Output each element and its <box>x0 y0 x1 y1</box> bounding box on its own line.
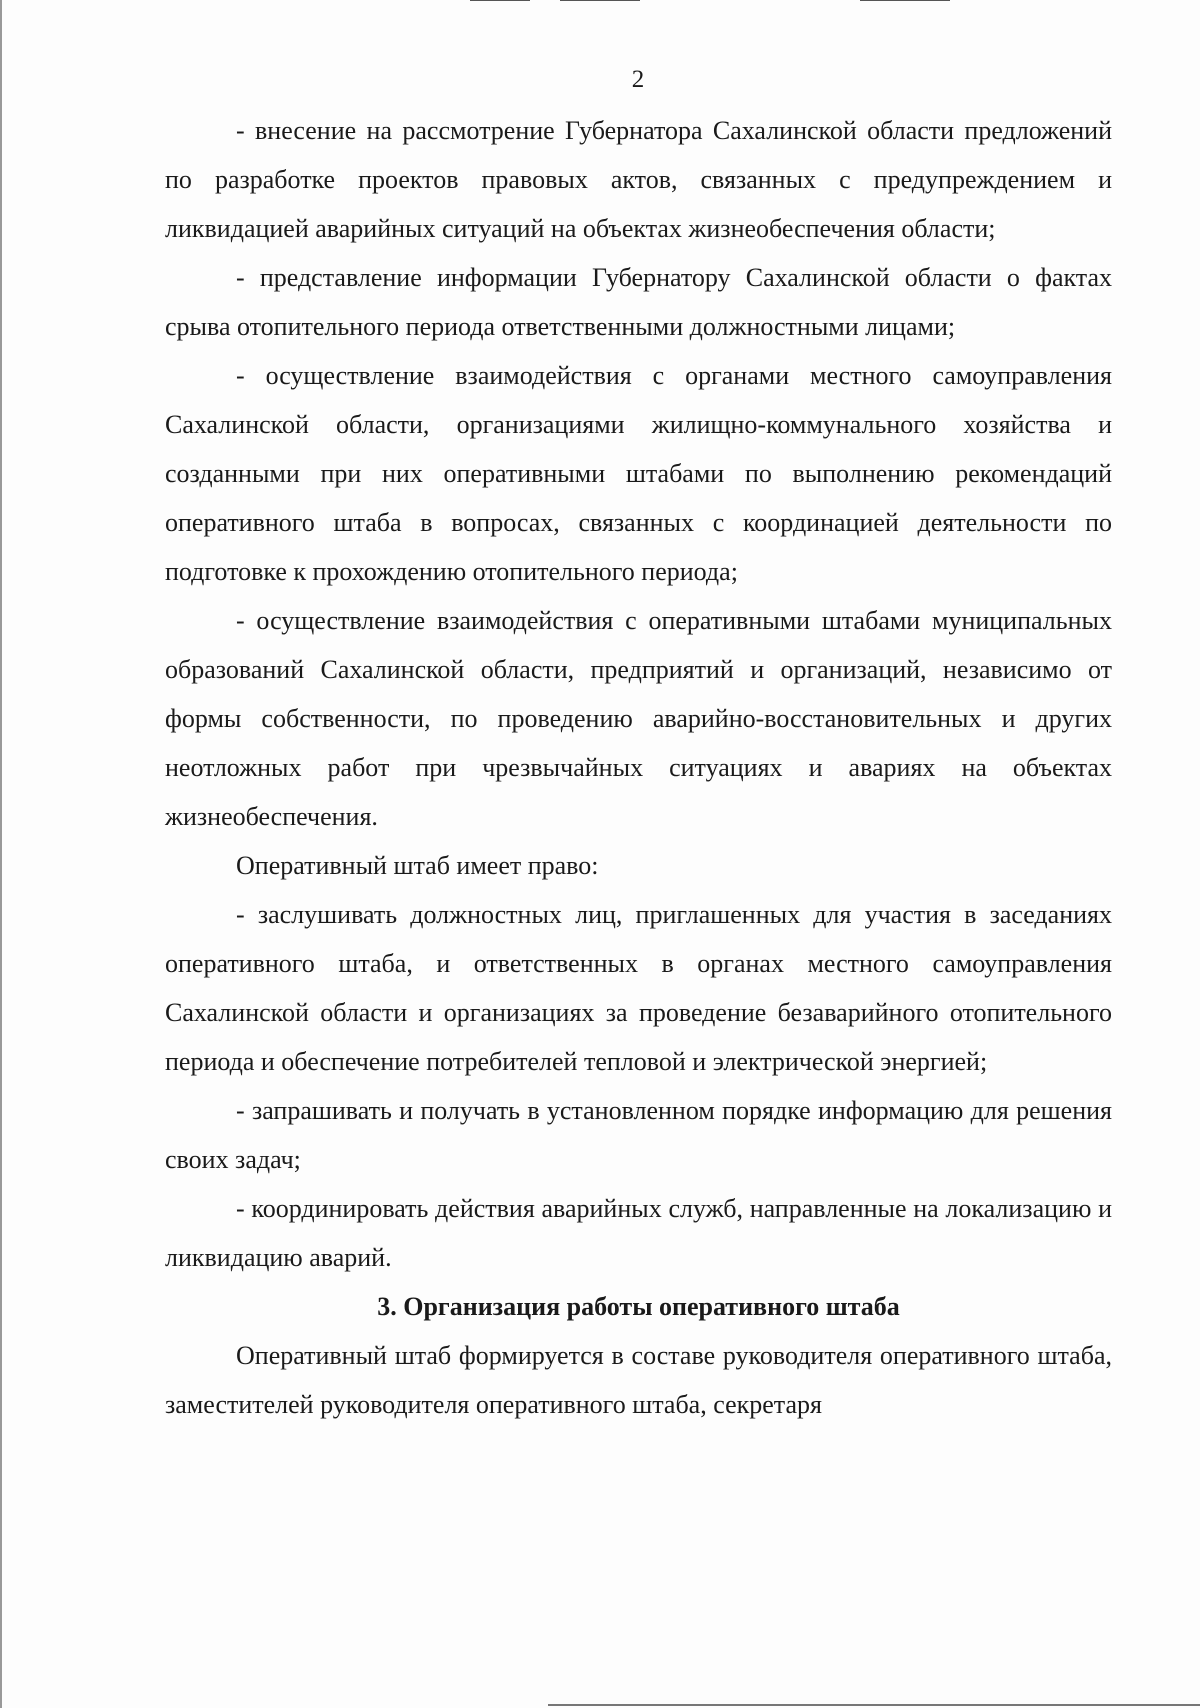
paragraph: - запрашивать и получать в установленном порядке информацию для решения своих задач; <box>165 1096 1112 1174</box>
paragraph: Оперативный штаб имеет право: <box>236 851 599 880</box>
document-body <box>165 106 1112 1429</box>
paragraph: - внесение на рассмотрение Губернатора Сахалинской области предложений по разработке проектов правовых актов, связанных с предупреждением и ликвидацией аварийных ситуаций на объектах жизнеобеспечения области; <box>165 116 1112 243</box>
paragraph: - осуществление взаимодействия с органами местного самоуправления Сахалинской области, организациями жилищно-коммунального хозяйства и созданными при них оперативными штабами по выполнению рекомендаций оперативного штаба в вопросах, связанных с координацией деятельности по подготовке к прохождению отопительного периода; <box>165 361 1112 586</box>
paragraph: - представление информации Губернатору Сахалинской области о фактах срыва отопительного периода ответственными должностными лицами; <box>165 263 1112 341</box>
paragraph: Оперативный штаб формируется в составе руководителя оперативного штаба, заместителей руководителя оперативного штаба, секретаря <box>165 1341 1112 1419</box>
scan-top-mark <box>470 0 530 1</box>
paragraph: - осуществление взаимодействия с оперативными штабами муниципальных образований Сахалинской области, предприятий и организаций, независимо от формы собственности, по проведению аварийно-восстановительных и других неотложных работ при чрезвычайных ситуациях и авариях на объектах жизнеобеспечения. <box>165 606 1112 831</box>
page-number: 2 <box>631 66 645 93</box>
paragraph: - координировать действия аварийных служб, направленные на локализацию и ликвидацию аварий. <box>165 1194 1112 1272</box>
scan-top-mark <box>560 0 640 1</box>
scan-top-mark <box>860 0 950 1</box>
scan-bottom-edge <box>548 1704 1200 1706</box>
scan-left-edge <box>0 0 2 1708</box>
section-heading: 3. Организация работы оперативного штаба <box>377 1292 900 1321</box>
paragraph: - заслушивать должностных лиц, приглашенных для участия в заседаниях оперативного штаба, и ответственных в органах местного самоуправления Сахалинской области и организациях за проведение безаварийного отопительного периода и обеспечение потребителей тепловой и электрической энергией; <box>165 900 1112 1076</box>
